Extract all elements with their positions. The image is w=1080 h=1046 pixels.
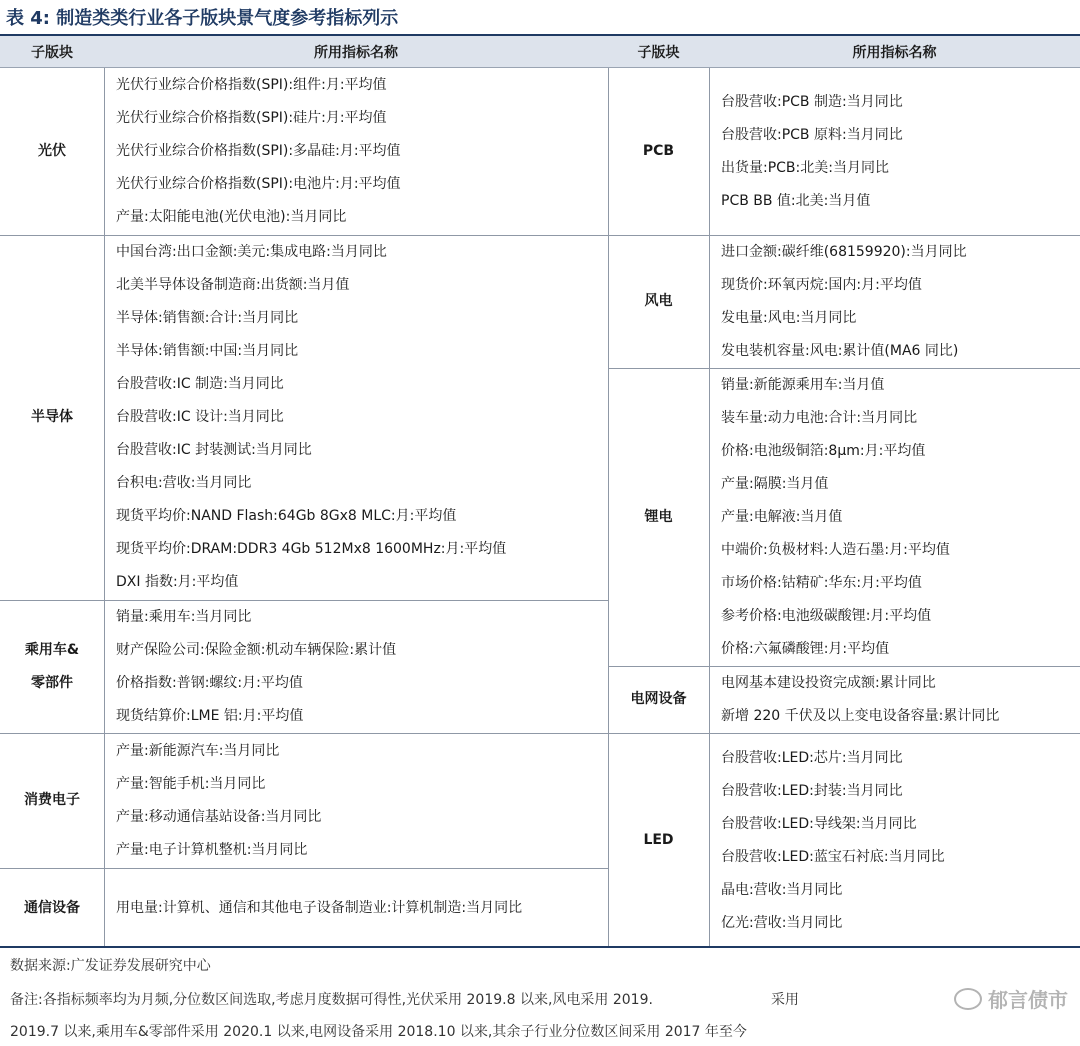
- indicator-item: 半导体:销售额:中国:当月同比: [116, 343, 299, 359]
- indicator-item: 台股营收:LED:芯片:当月同比: [721, 749, 903, 766]
- footnote-line1-tail: 采用: [770, 992, 799, 1008]
- indicators-consumer-electronics: [104, 733, 608, 868]
- indicator-item: 价格:电池级铜箔:8μm:月:平均值: [721, 442, 926, 459]
- indicator-item: 市场价格:钴精矿:华东:月:平均值: [721, 574, 922, 591]
- indicator-item: 光伏行业综合价格指数(SPI):硅片:月:平均值: [116, 110, 387, 126]
- indicator-item: 参考价格:电池级碳酸锂:月:平均值: [721, 607, 932, 624]
- indicator-item: 现货价:环氧丙烷:国内:月:平均值: [721, 276, 922, 293]
- indicator-item: 产量:移动通信基站设备:当月同比: [116, 808, 322, 825]
- indicator-item: 台股营收:LED:蓝宝石衬底:当月同比: [721, 848, 945, 865]
- category-semiconductor: 半导体: [31, 409, 73, 425]
- category-auto-line2: 零部件: [31, 674, 73, 691]
- category-led: LED: [643, 832, 674, 848]
- indicators-led: [709, 733, 1080, 948]
- indicators-auto: [104, 600, 608, 733]
- category-pcb: PCB: [642, 143, 675, 159]
- wechat-icon: [954, 988, 982, 1010]
- indicator-item: 产量:电解液:当月值: [721, 508, 843, 525]
- category-consumer-electronics: 消费电子: [24, 792, 80, 808]
- indicator-item: 销量:新能源乘用车:当月值: [721, 376, 885, 393]
- indicators-pcb: [709, 68, 1080, 235]
- indicator-item: 产量:新能源汽车:当月同比: [116, 742, 280, 759]
- indicator-item: 半导体:销售额:合计:当月同比: [116, 310, 299, 326]
- category-auto: [0, 600, 104, 733]
- category-wind: 风电: [644, 293, 673, 309]
- indicator-item: 发电装机容量:风电:累计值(MA6 同比): [721, 342, 959, 359]
- indicator-item: 电网基本建设投资完成额:累计同比: [721, 674, 936, 691]
- indicators-lithium: [709, 368, 1080, 666]
- indicator-item: 进口金额:碳纤维(68159920):当月同比: [721, 243, 967, 260]
- indicator-item: 台股营收:IC 设计:当月同比: [116, 409, 284, 425]
- data-source: 数据来源:广发证券发展研究中心: [10, 958, 211, 974]
- indicator-item: 中端价:负极材料:人造石墨:月:平均值: [721, 541, 950, 558]
- indicator-item: 台股营收:IC 制造:当月同比: [116, 376, 284, 392]
- header-left-indicators: 所用指标名称: [104, 36, 608, 68]
- category-auto-line1: 乘用车&: [24, 641, 80, 658]
- table-title: 表 4: 制造类类行业各子版块景气度参考指标列示: [6, 8, 399, 29]
- indicator-item: 价格指数:普钢:螺纹:月:平均值: [116, 674, 303, 691]
- footnote-line2: 2019.7 以来,乘用车&零部件采用 2020.1 以来,电网设备采用 2018.10 以来,其余子行业分位数区间采用 2017 年至今: [10, 1024, 747, 1040]
- indicator-item: 光伏行业综合价格指数(SPI):多晶硅:月:平均值: [116, 143, 401, 159]
- header-right-category: 子版块: [608, 36, 709, 68]
- watermark-text: 郁言债市: [988, 988, 1068, 1012]
- indicator-item: 发电量:风电:当月同比: [721, 309, 857, 326]
- indicator-item: 新增 220 千伏及以上变电设备容量:累计同比: [721, 707, 1000, 724]
- indicator-item: 台积电:营收:当月同比: [116, 475, 252, 491]
- table-bottom-rule: [0, 946, 1080, 948]
- footnote: [10, 984, 1072, 1046]
- indicator-item: 产量:太阳能电池(光伏电池):当月同比: [116, 209, 347, 225]
- indicator-item: 中国台湾:出口金额:美元:集成电路:当月同比: [116, 244, 387, 260]
- indicator-item: 台股营收:IC 封装测试:当月同比: [116, 442, 312, 458]
- indicators-pv: [104, 68, 608, 235]
- indicator-item: 台股营收:PCB 原料:当月同比: [721, 126, 903, 143]
- indicator-item: 产量:智能手机:当月同比: [116, 775, 266, 792]
- indicator-item: 财产保险公司:保险金额:机动车辆保险:累计值: [116, 641, 397, 658]
- category-telecom: 通信设备: [24, 899, 80, 916]
- indicator-item: 亿光:营收:当月同比: [721, 914, 843, 931]
- indicators-telecom: [104, 868, 608, 948]
- indicator-item: 台股营收:PCB 制造:当月同比: [721, 93, 903, 110]
- indicator-table: [0, 36, 1080, 948]
- header-right-indicators: 所用指标名称: [709, 36, 1080, 68]
- indicator-item: 销量:乘用车:当月同比: [116, 608, 252, 625]
- indicator-item: 产量:隔膜:当月值: [721, 475, 829, 492]
- indicator-item: PCB BB 值:北美:当月值: [721, 192, 871, 209]
- category-lithium: 锂电: [644, 508, 673, 525]
- indicator-item: 产量:电子计算机整机:当月同比: [116, 841, 308, 858]
- indicator-item: 现货结算价:LME 铝:月:平均值: [116, 707, 304, 724]
- indicator-item: 北美半导体设备制造商:出货额:当月值: [116, 277, 350, 293]
- indicator-item: 现货平均价:DRAM:DDR3 4Gb 512Mx8 1600MHz:月:平均值: [116, 541, 507, 557]
- indicator-item: 光伏行业综合价格指数(SPI):电池片:月:平均值: [116, 176, 401, 192]
- header-left-category: 子版块: [0, 36, 104, 68]
- indicators-wind: [709, 235, 1080, 368]
- watermark: [954, 984, 1068, 1013]
- indicator-item: DXI 指数:月:平均值: [116, 574, 239, 590]
- indicators-semiconductor: [104, 235, 608, 600]
- indicator-item: 现货平均价:NAND Flash:64Gb 8Gx8 MLC:月:平均值: [116, 508, 457, 524]
- indicator-item: 台股营收:LED:封装:当月同比: [721, 782, 903, 799]
- indicator-item: 装车量:动力电池:合计:当月同比: [721, 409, 918, 426]
- indicator-item: 光伏行业综合价格指数(SPI):组件:月:平均值: [116, 77, 387, 93]
- category-pv: 光伏: [38, 143, 66, 159]
- footnote-line1: 备注:各指标频率均为月频,分位数区间选取,考虑月度数据可得性,光伏采用 2019.8 以来,风电采用 2019. 采用: [10, 992, 799, 1008]
- category-grid-equipment: 电网设备: [630, 691, 687, 707]
- indicator-item: 晶电:营收:当月同比: [721, 881, 843, 898]
- indicator-item: 出货量:PCB:北美:当月同比: [721, 159, 889, 176]
- indicators-grid-equipment: [709, 666, 1080, 733]
- indicator-item: 用电量:计算机、通信和其他电子设备制造业:计算机制造:当月同比: [116, 899, 523, 916]
- indicator-item: 台股营收:LED:导线架:当月同比: [721, 815, 917, 832]
- indicator-item: 价格:六氟磷酸锂:月:平均值: [721, 640, 890, 657]
